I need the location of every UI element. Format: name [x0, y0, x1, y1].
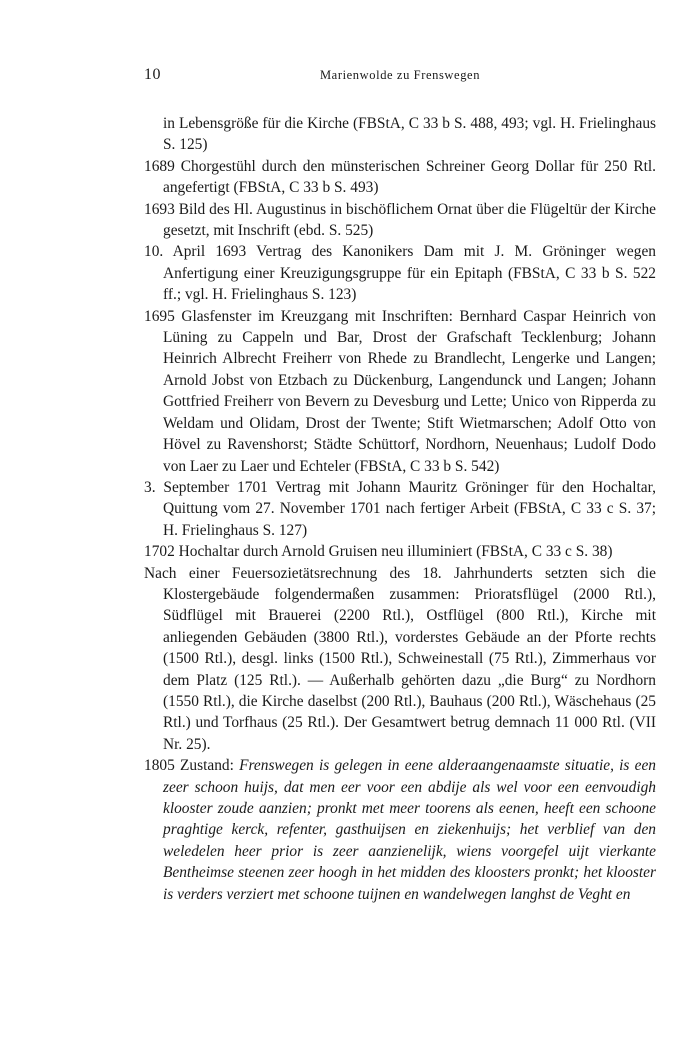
chronology-list [144, 113, 656, 905]
page-header [144, 66, 656, 90]
running-title: Marienwolde zu Frenswegen [319, 68, 481, 82]
page-number: 10 [144, 66, 161, 83]
chronology-entry-1693-bild: 1693 Bild des Hl. Augustinus in bischöflichem Ornat über die Flügeltür der Kirche gesetzt, mit Inschrift (ebd. S. 525) [144, 200, 656, 240]
feuersozietaet-paragraph: Nach einer Feuersozietätsrechnung des 18. Jahrhunderts setzten sich die Klostergebäude folgendermaßen zusammen: Prioratsflügel (2000 Rtl.), Südflügel mit Brauerei (2200 Rtl.), Ostflügel (800 Rtl.), Kirche mit anliegenden Gebäuden (3800 Rtl.), vorderstes Gebäude an der Pforte rechts (1500 Rtl.), desgl. links (1500 Rtl.), Schweinestall (75 Rtl.), Zimmerhaus vor dem Platz (125 Rtl.). — Außerhalb gehörten dazu „die Burg“ zu Nordhorn (1550 Rtl.), die Kirche daselbst (200 Rtl.), Bauhaus (200 Rtl.), Wäschehaus (25 Rtl.) und Torfhaus (25 Rtl.). Der Gesamtwert betrug demnach 11 000 Rtl. (VII Nr. 25). [144, 564, 656, 753]
chronology-entry-1689: 1689 Chorgestühl durch den münsterischen Schreiner Georg Dollar für 250 Rtl. angefertigt (FBStA, C 33 b S. 493) [144, 157, 656, 197]
chronology-entry-1701: 3. September 1701 Vertrag mit Johann Mauritz Gröninger für den Hochaltar, Quittung vom 27. November 1701 nach fertiger Arbeit (FBStA, C 33 c S. 37; H. Frielinghaus S. 127) [144, 478, 656, 539]
entry-1805-dutch-quote: Frenswegen is gelegen in eene alderaangenaamste situatie, is een zeer schoon huijs, dat men eer voor een abdije als wel voor een eenvoudigh klooster zoude aanzien; pronkt met meer toorens als eenen, heeft een schoone praghtige kerck, refenter, gasthuijsen en ziekenhuijs; het verblief van den weledelen heer prior is zeer aanzienelijk, wiens voorgefel uijt vierkante Bentheimse steenen zeer hoogh in het midden des kloosters pronkt; het klooster is verders verziert met schoone tuijnen en wandelwegen langhst de Veght en [163, 757, 656, 903]
chronology-entry-1702: 1702 Hochaltar durch Arnold Gruisen neu illuminiert (FBStA, C 33 c S. 38) [144, 543, 613, 561]
entry-1805-lead: 1805 Zustand: [144, 757, 240, 775]
chronology-entry-1693-vertrag: 10. April 1693 Vertrag des Kanonikers Dam mit J. M. Gröninger wegen Anfertigung einer Kreuzigungsgruppe für ein Epitaph (FBStA, C 33 b S. 522 ff.; vgl. H. Frielinghaus S. 123) [144, 243, 656, 304]
chronology-entry-1805 [144, 755, 656, 905]
chronology-entry-continued: in Lebensgröße für die Kirche (FBStA, C 33 b S. 488, 493; vgl. H. Frielinghaus S. 125) [163, 115, 656, 154]
chronology-entry-1695: 1695 Glasfenster im Kreuzgang mit Inschriften: Bernhard Caspar Heinrich von Lüning zu Cappeln und Bar, Drost der Grafschaft Tecklenburg; Johann Heinrich Albrecht Freiherr von Rhede zu Brandlecht, Lengerke und Langen; Arnold Jobst von Etzbach zu Dückenburg, Langendunck und Langen; Johann Gottfried Freiherr von Bevern zu Devesburg und Lette; Unico von Ripperda zu Weldam und Olidam, Drost der Twente; Stift Wietmarschen; Adolf Otto von Hövel zu Ravenshorst; Städte Schüttorf, Nordhorn, Neuenhaus; Ludolf Dodo von Laer zu Laer und Echteler (FBStA, C 33 b S. 542) [144, 307, 656, 475]
